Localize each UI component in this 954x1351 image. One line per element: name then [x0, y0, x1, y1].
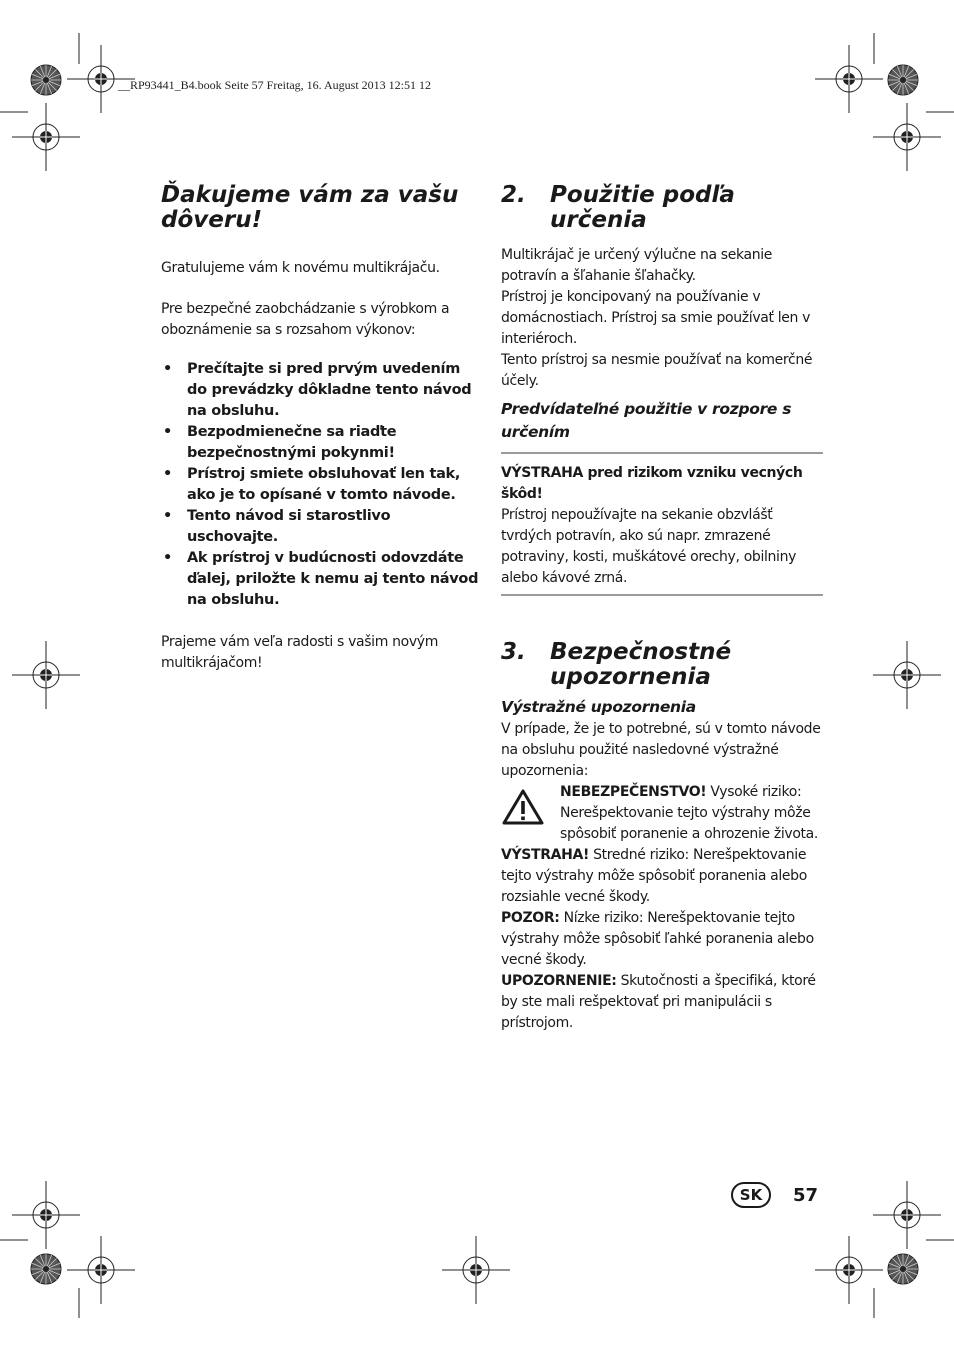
section-title: Použitie podľa určenia	[550, 182, 735, 233]
crosshair-icon	[12, 641, 80, 709]
intro-text: Gratulujeme vám k novému multikrájaču.	[161, 260, 440, 276]
notice-level-text: UPOZORNENIE: Skutočnosti a špecifiká, ktoré by ste mali rešpektovať pri manipulácii s prístrojom.	[501, 973, 816, 1031]
property-warning-text: Prístroj nepoužívajte na sekanie obzvlášť tvrdých potravín, ako sú napr. zmrazené potraviny, kosti, muškátové orechy, obilniny alebo kávové zrná.	[501, 507, 797, 586]
instructions-list	[161, 359, 483, 611]
section-title: Bezpečnostné upozornenia	[550, 639, 732, 690]
crosshair-icon	[12, 1181, 80, 1249]
print-file-info: __RP93441_B4.book Seite 57 Freitag, 16. August 2013 12:51 12	[118, 78, 432, 92]
page-footer	[731, 1182, 818, 1208]
warnings-subheading: Výstražné upozornenia	[501, 698, 696, 716]
intended-use-text: Multikrájač je určený výlučne na sekanie potravín a šľahanie šľahačky.	[501, 247, 773, 284]
registration-star-icon	[888, 1254, 918, 1284]
crosshair-icon	[815, 45, 883, 113]
misuse-subheading: Predvídateľné použitie v rozpore s určením	[501, 400, 792, 441]
crosshair-icon	[873, 103, 941, 171]
bullet-icon: •	[163, 466, 172, 482]
bullet-icon: •	[163, 550, 172, 566]
registration-star-icon	[31, 65, 61, 95]
commercial-use-text: Tento prístroj sa nesmie používať na komerčné účely.	[501, 352, 813, 389]
usage-paragraph: Pre bezpečné zaobchádzanie s výrobkom a oboznámenie sa s rozsahom výkonov:	[161, 301, 450, 338]
danger-text: NEBEZPEČENSTVO! Vysoké riziko: Nerešpektovanie tejto výstrahy môže spôsobiť poranenie a ohrozenie života.	[560, 784, 818, 842]
crosshair-icon	[12, 103, 80, 171]
list-item: • Prečítajte si pred prvým uvedením do prevádzky dôkladne tento návod na obsluhu.	[163, 361, 472, 419]
right-column	[501, 183, 823, 1034]
property-warning-title: VÝSTRAHA pred rizikom vzniku vecných škôd!	[501, 465, 803, 502]
list-item: • Ak prístroj v budúcnosti odovzdáte ďalej, priložte k nemu aj tento návod na obsluhu.	[163, 550, 479, 608]
list-item: • Tento návod si starostlivo uschovajte.	[163, 508, 391, 545]
crosshair-icon	[873, 641, 941, 709]
warning-level-text: VÝSTRAHA! Stredné riziko: Nerešpektovanie tejto výstrahy môže spôsobiť poranenia alebo rozsiahle vecné škody.	[501, 847, 807, 905]
divider	[501, 594, 823, 596]
danger-notice	[501, 782, 823, 845]
language-badge: SK	[731, 1182, 771, 1208]
warning-triangle-icon	[501, 782, 560, 845]
section-number: 2.	[501, 182, 526, 208]
list-item: • Bezpodmienečne sa riaďte bezpečnostnými pokynmi!	[163, 424, 397, 461]
left-column	[161, 183, 483, 674]
household-use-text: Prístroj je koncipovaný na používanie v domácnostiach. Prístroj sa smie používať len v interiéroch.	[501, 289, 811, 347]
page-number: 57	[793, 1184, 819, 1206]
caution-level-text: POZOR: Nízke riziko: Nerešpektovanie tejto výstrahy môže spôsobiť ľahké poranenia alebo vecné škody.	[501, 910, 814, 968]
closing-text: Prajeme vám veľa radosti s vašim novým multikrájačom!	[161, 634, 439, 671]
bullet-icon: •	[163, 361, 172, 377]
section-2-heading	[501, 183, 823, 233]
bullet-icon: •	[163, 424, 172, 440]
section-number: 3.	[501, 639, 526, 665]
bullet-icon: •	[163, 508, 172, 524]
crosshair-icon	[442, 1236, 510, 1304]
crosshair-icon	[873, 1181, 941, 1249]
list-item: • Prístroj smiete obsluhovať len tak, ako je to opísané v tomto návode.	[163, 466, 461, 503]
crosshair-icon	[815, 1236, 883, 1304]
registration-star-icon	[888, 65, 918, 95]
divider	[501, 452, 823, 454]
section-3-heading	[501, 640, 823, 690]
page-title: Ďakujeme vám za vašu dôveru!	[161, 182, 459, 233]
crosshair-icon	[67, 1236, 135, 1304]
warnings-intro: V prípade, že je to potrebné, sú v tomto návode na obsluhu použité nasledovné výstražné upozornenia:	[501, 721, 821, 779]
registration-star-icon	[31, 1254, 61, 1284]
